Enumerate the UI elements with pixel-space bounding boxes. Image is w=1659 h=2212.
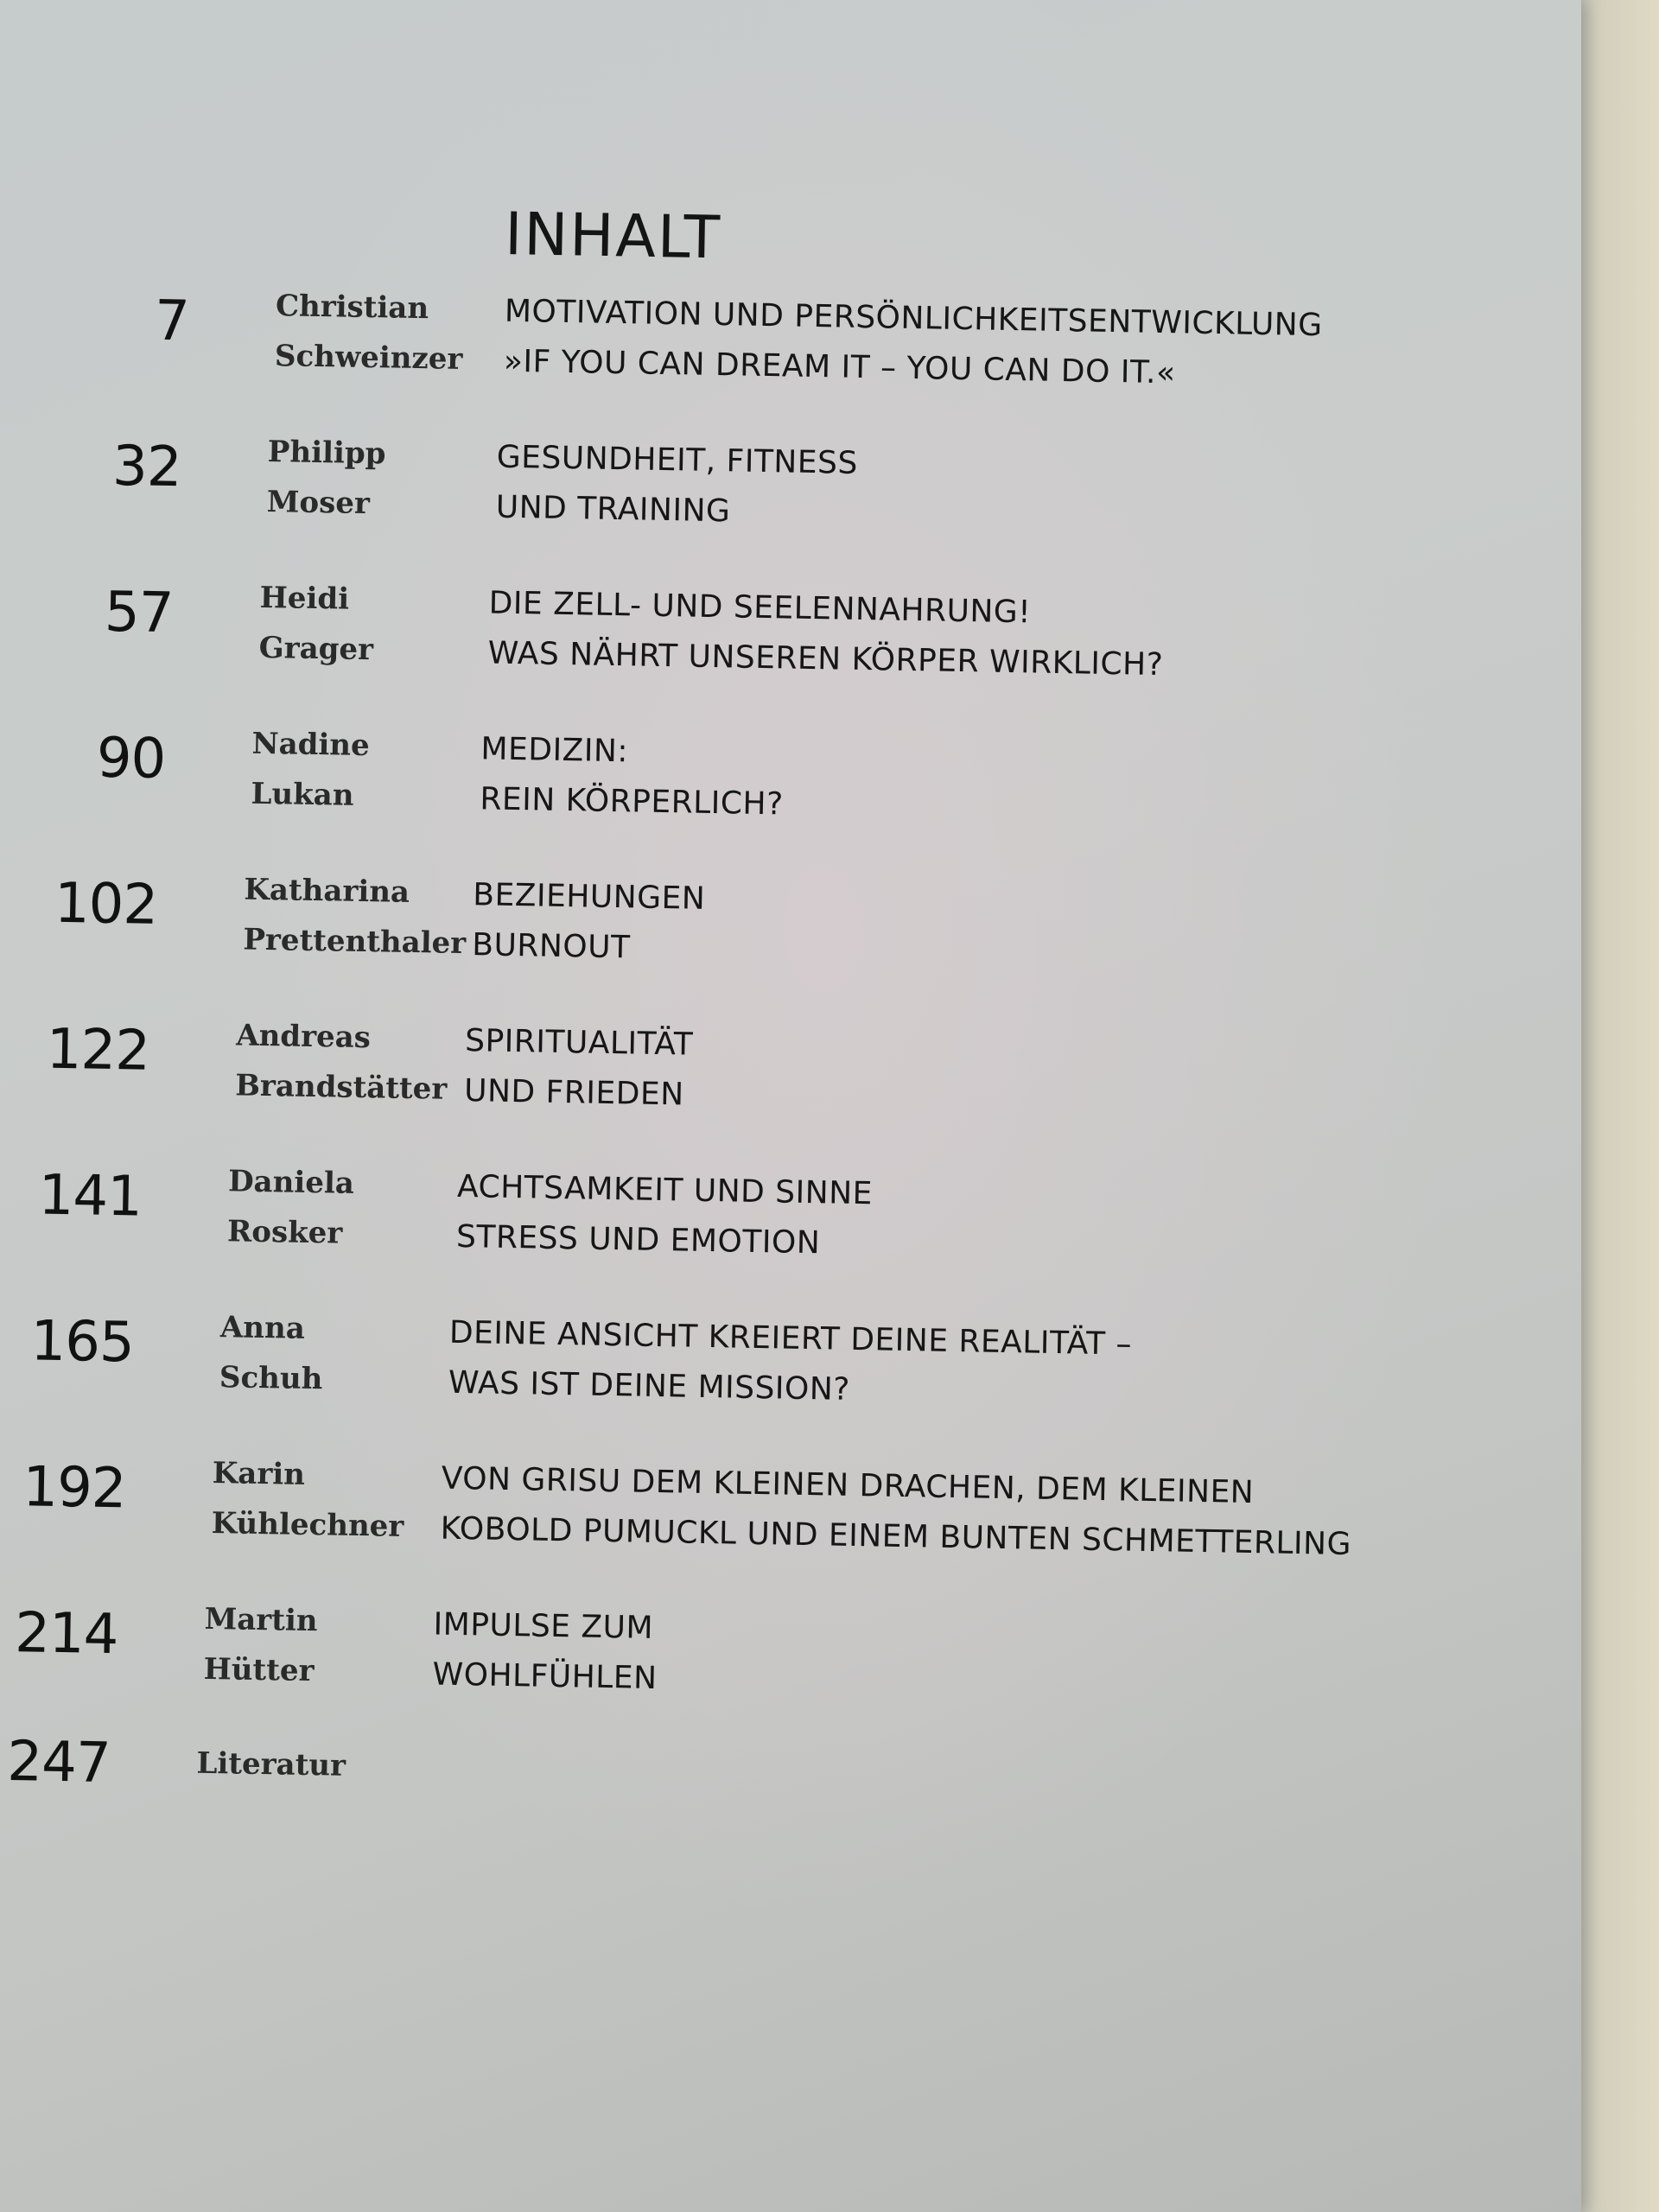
chapter-title-line: VON GRISU DEM KLEINEN DRACHEN, DEM KLEINEN (441, 1460, 1255, 1511)
chapter-title-line: WAS IST DEINE MISSION? (448, 1364, 851, 1408)
author-line: Andreas (235, 1018, 372, 1056)
author-line: Daniela (227, 1164, 355, 1201)
author-line: Rosker (226, 1214, 343, 1251)
chapter-title (456, 1162, 874, 1269)
page-number: 90 (96, 726, 166, 791)
toc-entry (0, 1589, 1449, 1737)
author-line: Anna (219, 1310, 306, 1346)
author-name (251, 719, 370, 821)
author-name (266, 427, 386, 529)
chapter-title-line: REIN KÖRPERLICH? (480, 781, 785, 823)
chapter-title-line: SPIRITUALITÄT (464, 1023, 694, 1063)
chapter-title-line: UND TRAINING (495, 489, 731, 530)
chapter-title (480, 724, 785, 830)
author-line: Prettenthaler (243, 922, 467, 962)
author-line: Philipp (267, 434, 386, 472)
chapter-title-line: KOBOLD PUMUCKL UND EINEM BUNTEN SCHMETTERLING (440, 1510, 1352, 1563)
chapter-title (503, 287, 1323, 402)
chapter-title (448, 1308, 1132, 1421)
toc-entry (0, 422, 1512, 569)
page-number: 192 (22, 1455, 127, 1522)
page-number: 102 (54, 871, 158, 938)
chapter-title-line: DEINE ANSICHT KREIERT DEINE REALITÄT – (448, 1314, 1133, 1363)
chapter-title-line: DIE ZELL- UND SEELENNAHRUNG! (488, 585, 1032, 631)
chapter-title-line: GESUNDHEIT, FITNESS (496, 439, 859, 481)
author-name (235, 1010, 448, 1114)
toc-entry (0, 1006, 1481, 1154)
author-line: Nadine (251, 726, 371, 764)
author-line: Martin (204, 1601, 318, 1639)
chapter-title-line: ACHTSAMKEIT UND SINNE (456, 1168, 874, 1212)
chapter-title-line: BEZIEHUNGEN (472, 877, 706, 917)
chapter-title (487, 578, 1165, 690)
toc-entry (0, 714, 1497, 861)
author-name (196, 1738, 346, 1791)
chapter-title-line: MOTIVATION UND PERSÖNLICHKEITSENTWICKLUNG (504, 293, 1323, 344)
chapter-title-line: MEDIZIN: (480, 731, 629, 770)
chapter-title-line: WAS NÄHRT UNSEREN KÖRPER WIRKLICH? (487, 635, 1164, 683)
page-number: 32 (111, 434, 182, 500)
author-name (227, 1156, 355, 1259)
page-number: 57 (104, 580, 175, 646)
chapter-title-line: UND FRIEDEN (463, 1073, 684, 1113)
page-number: 141 (38, 1163, 143, 1230)
toc-entry (0, 568, 1504, 715)
toc-entry (0, 276, 1520, 424)
author-line: Katharina (244, 872, 410, 910)
author-line: Literatur (196, 1745, 346, 1783)
author-name (243, 865, 467, 969)
page-number: 214 (14, 1601, 118, 1668)
chapter-title (440, 1454, 1352, 1570)
toc-entry (0, 1729, 1441, 1883)
author-name (258, 573, 374, 675)
chapter-title (464, 1016, 694, 1121)
author-line: Moser (266, 484, 371, 522)
page-number: 165 (29, 1309, 135, 1376)
author-line: Lukan (251, 776, 354, 813)
author-name (274, 281, 463, 385)
chapter-title-line: BURNOUT (471, 927, 631, 966)
author-line: Grager (258, 630, 374, 668)
chapter-title-line: »IF YOU CAN DREAM IT – YOU CAN DO IT.« (503, 343, 1176, 391)
author-name (219, 1302, 323, 1404)
author-line: Heidi (259, 580, 350, 617)
toc-entry (0, 1152, 1472, 1300)
author-line: Christian (275, 289, 429, 327)
author-name (203, 1594, 318, 1696)
page-number: 122 (46, 1017, 150, 1084)
chapter-title (432, 1600, 658, 1705)
toc-entry (0, 860, 1489, 1007)
chapter-title-line: STRESS UND EMOTION (455, 1218, 821, 1262)
chapter-title (495, 433, 858, 539)
author-line: Brandstätter (234, 1068, 448, 1107)
page-number: 7 (154, 289, 190, 354)
page-number: 247 (6, 1729, 111, 1796)
author-line: Hütter (203, 1651, 315, 1689)
chapter-title (472, 870, 706, 975)
toc-entry (0, 1298, 1465, 1446)
author-name (211, 1448, 404, 1552)
toc-entry (0, 1443, 1457, 1591)
author-line: Schuh (219, 1360, 323, 1397)
author-line: Kühlechner (211, 1506, 404, 1544)
author-line: Karin (212, 1456, 306, 1492)
author-line: Schweinzer (274, 339, 463, 377)
page-title: INHALT (504, 200, 722, 273)
chapter-title-line: IMPULSE ZUM (433, 1606, 654, 1646)
chapter-title-line: WOHLFÜHLEN (432, 1656, 658, 1697)
